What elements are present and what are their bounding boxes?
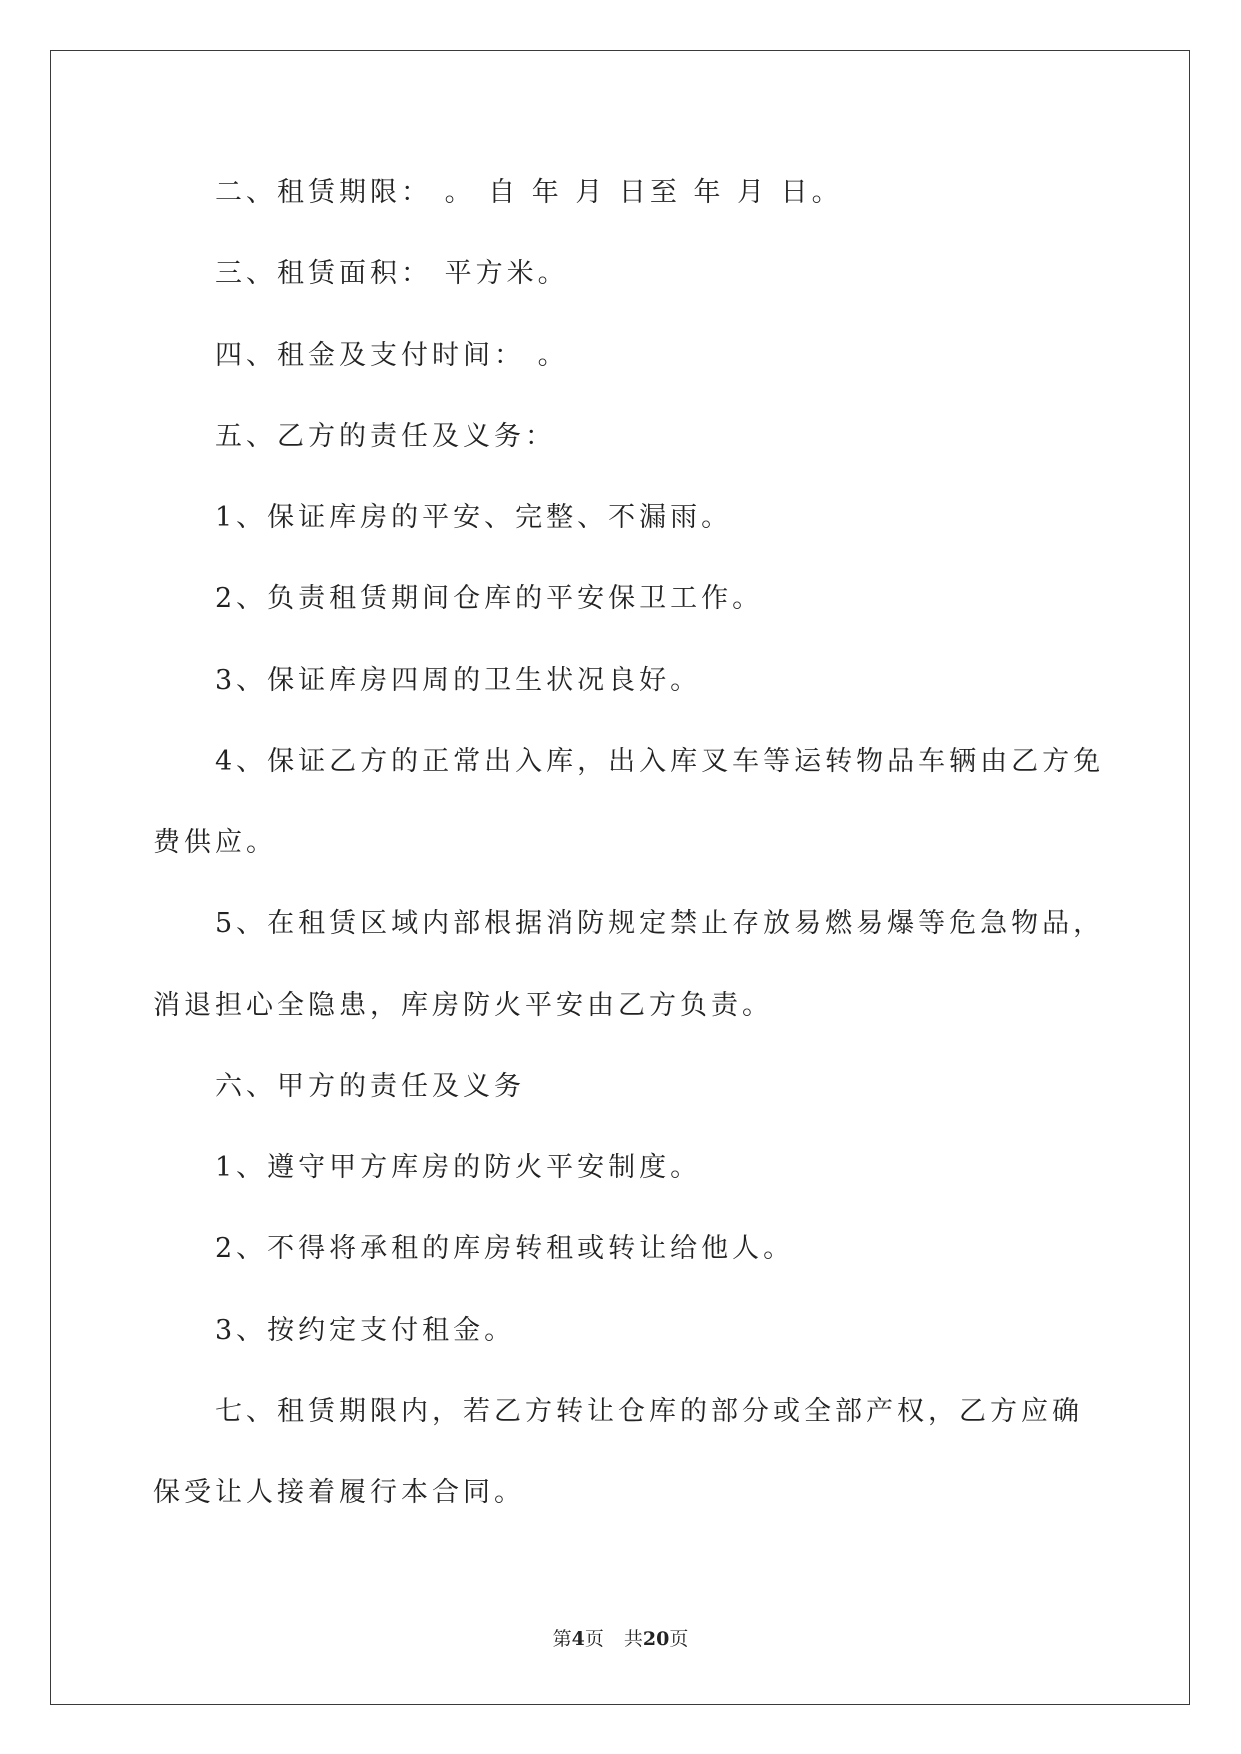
- paragraph-continuation: 保受让人接着履行本合同。: [153, 1477, 525, 1508]
- section-heading: 五、乙方的责任及义务：: [215, 420, 556, 452]
- page-number-label: [553, 1628, 604, 1650]
- list-item-continuation: 费供应。: [153, 827, 277, 858]
- paragraph-line: 三、租赁面积： 平方米。: [215, 258, 569, 290]
- list-item: 2、负责租赁期间仓库的平安保卫工作。: [215, 583, 764, 615]
- section-heading: 六、甲方的责任及义务: [215, 1070, 525, 1102]
- list-item: 3、保证库房四周的卫生状况良好。: [215, 664, 702, 696]
- total-prefix: 共: [623, 1628, 643, 1650]
- page-footer: [0, 1627, 1241, 1651]
- list-item: 2、不得将承租的库房转租或转让给他人。: [215, 1233, 795, 1265]
- page-prefix: 第: [552, 1628, 572, 1650]
- list-item: 4、保证乙方的正常出入库，出入库叉车等运转物品车辆由乙方免: [215, 745, 1105, 777]
- paragraph-line: 四、租金及支付时间： 。: [215, 339, 569, 371]
- list-item: 3、按约定支付租金。: [215, 1314, 516, 1346]
- total-pages-label: [624, 1628, 688, 1650]
- page-number: 4: [571, 1628, 585, 1650]
- total-suffix: 页: [669, 1628, 689, 1650]
- list-item: 5、在租赁区域内部根据消防规定禁止存放易燃易爆等危急物品，: [215, 908, 1105, 940]
- total-pages: 20: [642, 1628, 670, 1650]
- paragraph-line: 七、租赁期限内，若乙方转让仓库的部分或全部产权，乙方应确: [215, 1395, 1083, 1427]
- page-suffix: 页: [584, 1628, 604, 1650]
- paragraph-line: 二、租赁期限： 。 自 年 月 日至 年 月 日。: [215, 177, 843, 208]
- document-body: [153, 152, 1153, 1533]
- list-item-continuation: 消退担心全隐患，库房防火平安由乙方负责。: [153, 989, 773, 1021]
- list-item: 1、保证库房的平安、完整、不漏雨。: [215, 502, 733, 533]
- list-item: 1、遵守甲方库房的防火平安制度。: [215, 1152, 702, 1183]
